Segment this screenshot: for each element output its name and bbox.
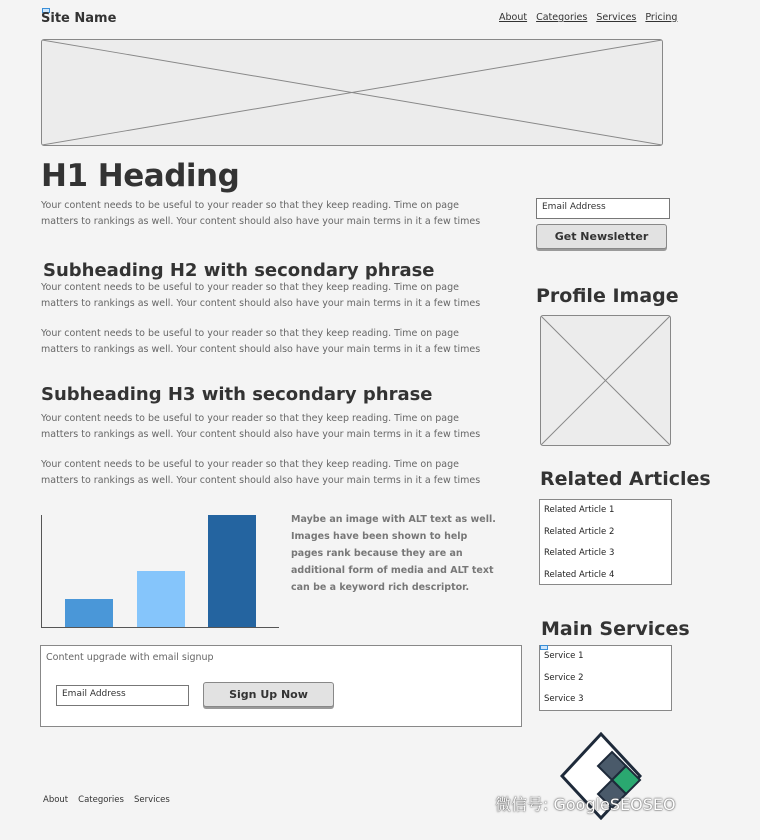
service-link[interactable]: Service 1 bbox=[544, 651, 584, 661]
image-placeholder-icon bbox=[541, 316, 670, 445]
subheading-h2: Subheading H2 with secondary phrase bbox=[43, 260, 435, 281]
service-link[interactable]: Service 2 bbox=[544, 672, 584, 683]
footer-about[interactable]: About bbox=[43, 795, 69, 805]
footer-services[interactable]: Services bbox=[133, 795, 170, 805]
content-paragraph: Your content needs to be useful to your reader so that they keep reading. Time on page matters to rankings as well. Your content should also have your main terms in it a few times bbox=[41, 200, 481, 227]
footer-categories[interactable]: Categories bbox=[78, 795, 124, 805]
content-upgrade-box bbox=[40, 645, 522, 727]
profile-image-placeholder bbox=[540, 315, 671, 446]
subheading-h3: Subheading H3 with secondary phrase bbox=[41, 384, 433, 405]
related-article-link[interactable]: Related Article 1 bbox=[544, 505, 615, 515]
top-nav bbox=[499, 12, 677, 23]
content-paragraph: Your content needs to be useful to your reader so that they keep reading. Time on page matters to rankings as well. Your content should also have your main terms in it a few times bbox=[41, 282, 481, 309]
main-services-heading: Main Services bbox=[541, 618, 690, 640]
newsletter-email-input[interactable]: Email Address bbox=[536, 198, 670, 219]
image-placeholder-icon bbox=[42, 40, 662, 145]
bar-chart bbox=[41, 515, 279, 628]
get-newsletter-button[interactable]: Get Newsletter bbox=[536, 224, 667, 249]
footer-nav bbox=[43, 795, 170, 805]
upgrade-email-input[interactable]: Email Address bbox=[56, 685, 189, 706]
site-name[interactable]: Site Name bbox=[41, 11, 117, 26]
related-articles-heading: Related Articles bbox=[540, 468, 711, 490]
related-articles-list bbox=[539, 499, 672, 585]
page-title: H1 Heading bbox=[41, 158, 240, 194]
nav-categories[interactable]: Categories bbox=[536, 12, 588, 23]
image-caption: Maybe an image with ALT text as well. Images have been shown to help pages rank because they are an additional form of media and ALT text can be a keyword rich descriptor. bbox=[291, 514, 496, 593]
nav-pricing[interactable]: Pricing bbox=[645, 12, 678, 23]
related-article-link[interactable]: Related Article 2 bbox=[544, 526, 615, 537]
chart-bar bbox=[137, 571, 185, 627]
content-paragraph: Your content needs to be useful to your reader so that they keep reading. Time on page matters to rankings as well. Your content should also have your main terms in it a few times bbox=[41, 328, 481, 355]
profile-image-heading: Profile Image bbox=[536, 285, 679, 307]
chart-bar bbox=[208, 515, 256, 627]
content-paragraph: Your content needs to be useful to your reader so that they keep reading. Time on page matters to rankings as well. Your content should also have your main terms in it a few times bbox=[41, 459, 481, 486]
upgrade-title: Content upgrade with email signup bbox=[46, 652, 214, 663]
sign-up-button[interactable]: Sign Up Now bbox=[203, 682, 334, 707]
related-article-link[interactable]: Related Article 3 bbox=[544, 548, 615, 558]
broken-image-icon bbox=[540, 645, 548, 650]
chart-bar bbox=[65, 599, 113, 627]
service-link[interactable]: Service 3 bbox=[544, 694, 584, 704]
hero-image-placeholder bbox=[41, 39, 663, 146]
main-services-list bbox=[539, 645, 672, 711]
nav-about[interactable]: About bbox=[499, 12, 528, 23]
related-article-link[interactable]: Related Article 4 bbox=[544, 569, 615, 580]
nav-services[interactable]: Services bbox=[596, 12, 637, 23]
wechat-watermark: 微信号: GoogleSEOSEO bbox=[495, 795, 676, 814]
content-paragraph: Your content needs to be useful to your reader so that they keep reading. Time on page matters to rankings as well. Your content should also have your main terms in it a few times bbox=[41, 413, 481, 440]
